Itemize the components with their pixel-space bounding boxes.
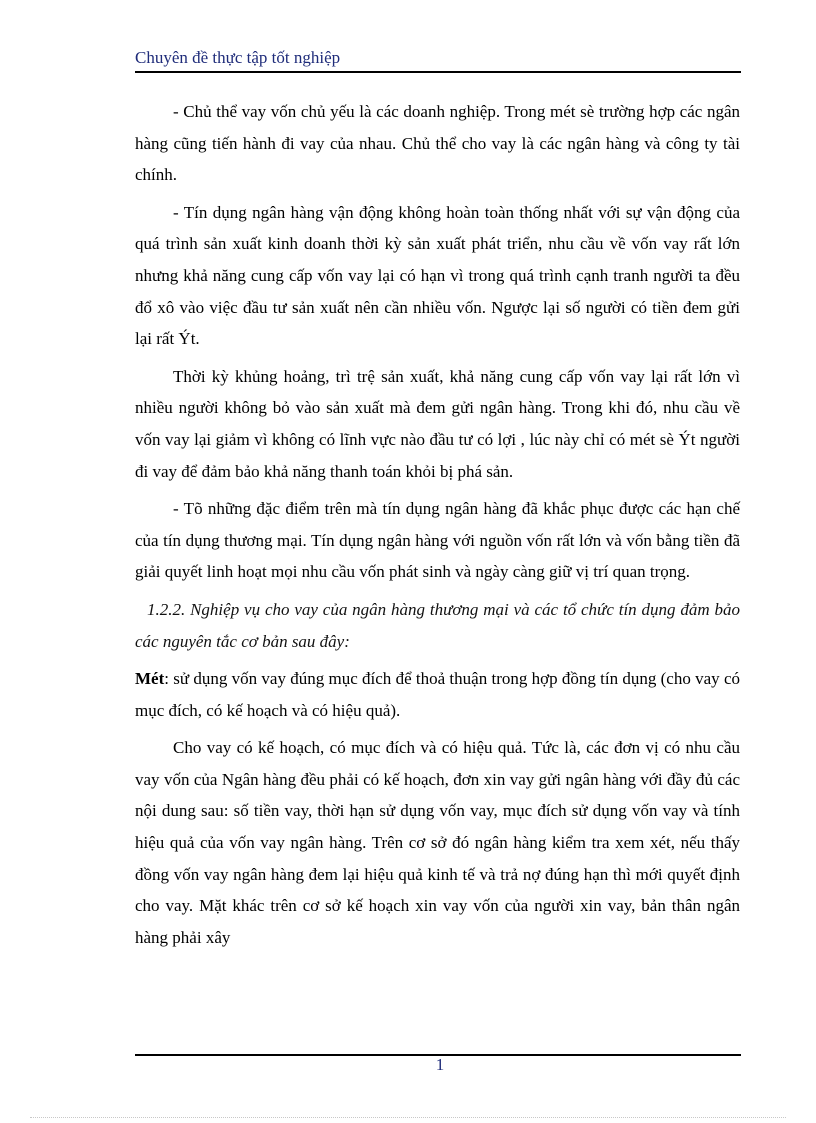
page-edge-line <box>30 1117 786 1118</box>
header-divider <box>135 71 741 73</box>
document-body <box>135 96 740 959</box>
principle-one-label: Mét <box>135 669 165 689</box>
section-heading-lending-principles: 1.2.2. Nghiệp vụ cho vay của ngân hàng thương mại và các tổ chức tín dụng đảm bảo các nguyên tắc cơ bản sau đây: <box>135 599 740 651</box>
paragraph-characteristics: - Tõ những đặc điểm trên mà tín dụng ngân hàng đã khắc phục được các hạn chế của tín dụng thương mại. Tín dụng ngân hàng với nguồn vốn rất lớn và vốn bằng tiền đã giải quyết linh hoạt mọi nhu cầu vốn phát sinh và ngày càng giữ vị trí quan trọng. <box>135 499 740 582</box>
paragraph-principle-one <box>135 663 740 726</box>
paragraph-credit-movement: - Tín dụng ngân hàng vận động không hoàn toàn thống nhất với sự vận động của quá trình sản xuất kinh doanh thời kỳ sản xuất phát triển, nhu cầu về vốn vay rất lớn nhưng khả năng cung cấp vốn vay lại có hạn vì trong quá trình cạnh tranh người ta đều đổ xô vào việc đầu tư sản xuất nên cần nhiều vốn. Ngược lại số người có tiền đem gửi lại rất Ýt. <box>135 202 740 349</box>
principle-one-text: : sử dụng vốn vay đúng mục đích để thoả thuận trong hợp đồng tín dụng (cho vay có mục đích, có kế hoạch và có hiệu quả). <box>135 669 740 720</box>
paragraph-crisis-period: Thời kỳ khủng hoảng, trì trệ sản xuất, khả năng cung cấp vốn vay lại rất lớn vì nhiều người không bỏ vào sản xuất mà đem gửi ngân hàng. Trong khi đó, nhu cầu về vốn vay lại giảm vì không có lĩnh vực nào đầu tư có lợi , lúc này chỉ có mét sè Ýt người đi vay để đảm bảo khả năng thanh toán khỏi bị phá sản. <box>135 366 740 481</box>
paragraph-borrowers: - Chủ thể vay vốn chủ yếu là các doanh nghiệp. Trong mét sè trường hợp các ngân hàng cũng tiến hành đi vay của nhau. Chủ thể cho vay là các ngân hàng và công ty tài chính. <box>135 102 740 185</box>
page-number: 1 <box>435 1055 445 1074</box>
paragraph-planned-lending: Cho vay có kế hoạch, có mục đích và có hiệu quả. Tức là, các đơn vị có nhu cầu vay vốn của Ngân hàng đều phải có kế hoạch, đơn xin vay gửi ngân hàng với đầy đủ các nội dung sau: số tiền vay, thời hạn sử dụng vốn vay, mục đích sử dụng vốn vay và tính hiệu quả của vốn vay ngân hàng. Trên cơ sở đó ngân hàng kiểm tra xem xét, nếu thấy đồng vốn vay ngân hàng đem lại hiệu quả kinh tế và trả nợ đúng hạn thì mới quyết định cho vay. Mặt khác trên cơ sở kế hoạch xin vay vốn của người xin vay, bản thân ngân hàng phải xây <box>135 738 740 947</box>
page-header-title: Chuyên đề thực tập tốt nghiệp <box>135 48 341 67</box>
